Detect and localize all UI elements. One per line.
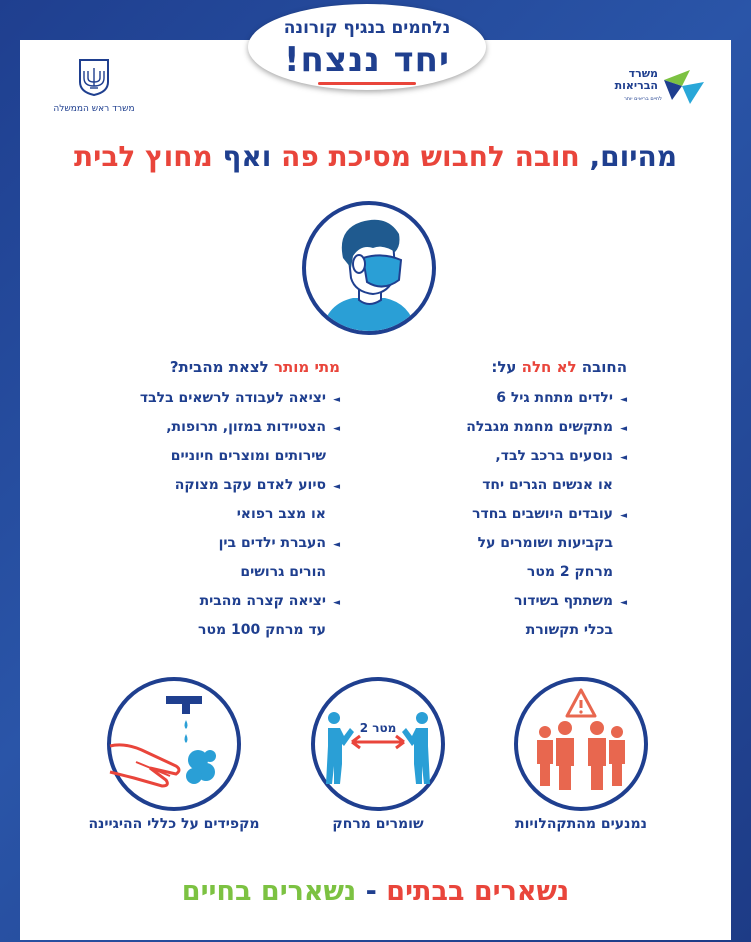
list-item-text: הצטיידות במזון, תרופות,	[166, 419, 326, 435]
headline-part-2: חובה לחבוש מסיכת פה	[271, 140, 580, 173]
health-ministry-tagline: לחיים בריאים יותר	[623, 96, 662, 102]
permitted-exits-title	[100, 358, 340, 384]
exemption-item	[420, 587, 627, 616]
exemption-item	[420, 500, 627, 529]
permitted-exits-column	[100, 358, 340, 645]
list-item-text: או מצב רפואי	[236, 506, 326, 522]
bullet-arrow-icon: ◄	[620, 453, 627, 463]
bullet-arrow-icon: ◄	[333, 540, 340, 550]
badge-underline	[318, 82, 416, 85]
bullet-arrow-icon: ◄	[333, 395, 340, 405]
permitted-title-suffix: לצאת מהבית?	[169, 358, 274, 376]
list-item-text: עד מרחק 100 מטר	[198, 622, 326, 638]
campaign-badge	[248, 4, 486, 90]
hygiene-label: מקפידים על כללי ההיגיינה	[88, 816, 260, 832]
exemptions-title-suffix: על:	[491, 358, 522, 376]
list-item-text: יציאה קצרה מהבית	[199, 593, 326, 609]
exemptions-list	[420, 384, 627, 645]
pm-office-name: משרד ראש הממשלה	[53, 104, 135, 114]
bullet-arrow-icon: ◄	[620, 598, 627, 608]
list-item-text: הורים גרושים	[240, 564, 326, 580]
crowd-warning-icon	[513, 676, 649, 812]
crowd-label: נמנעים מהתקהלויות	[515, 816, 647, 832]
distance-label: שומרים מרחק	[332, 816, 424, 832]
health-star-icon	[660, 66, 706, 106]
exemptions-title	[420, 358, 627, 384]
permitted-exit-item	[100, 442, 340, 471]
bullet-arrow-icon: ◄	[620, 424, 627, 434]
list-item-text: יציאה לעבודה לרשאים בלבד	[139, 390, 326, 406]
badge-slogan: יחד ננצח!	[283, 40, 451, 80]
pm-office-logo	[44, 58, 144, 114]
distance-icon	[310, 676, 446, 812]
list-item-text: בכלי תקשורת	[525, 622, 613, 638]
list-item-text: משתתף בשידור	[514, 593, 613, 609]
footer-part-2: נשארים בחיים	[181, 876, 357, 907]
bullet-arrow-icon: ◄	[333, 424, 340, 434]
permitted-exit-item	[100, 413, 340, 442]
list-item-text: מתקשים מחמת מגבלה	[466, 419, 613, 435]
permitted-exit-item	[100, 558, 340, 587]
exemption-item	[420, 442, 627, 471]
footer-part-1: נשארים בבתים	[386, 876, 570, 907]
exemption-item	[420, 413, 627, 442]
exemption-item	[420, 384, 627, 413]
hand-washing-icon	[106, 676, 242, 812]
permitted-exit-item	[100, 500, 340, 529]
badge-tagline: נלחמים בנגיף קורונה	[283, 18, 451, 38]
health-ministry-logo	[612, 66, 712, 110]
exemption-item	[420, 616, 627, 645]
bullet-arrow-icon: ◄	[333, 598, 340, 608]
list-item-text: סיוע לאדם עקב מצוקה	[174, 477, 326, 493]
permitted-exit-item	[100, 471, 340, 500]
bullet-arrow-icon: ◄	[620, 511, 627, 521]
list-item-text: מרחק 2 מטר	[526, 564, 613, 580]
main-headline	[20, 140, 731, 173]
headline-part-3: ואף	[212, 140, 272, 173]
bullet-arrow-icon: ◄	[620, 395, 627, 405]
footer-dash: -	[356, 876, 387, 907]
list-item-text: או אנשים הגרים יחד	[482, 477, 613, 493]
list-item-text: שירותים ומוצרים חיוניים	[170, 448, 326, 464]
exemption-item	[420, 529, 627, 558]
permitted-exit-item	[100, 384, 340, 413]
exemptions-column	[420, 358, 627, 645]
face-mask-icon	[301, 200, 437, 336]
permitted-exit-item	[100, 529, 340, 558]
list-item-text: עובדים היושבים בחדר	[472, 506, 613, 522]
health-ministry-name: משרד הבריאות	[614, 67, 658, 92]
headline-part-4: מחוץ לבית	[73, 140, 213, 173]
permitted-title-highlight: מתי מותר	[273, 358, 340, 376]
distance-text: 2 מטר	[359, 721, 397, 735]
list-item-text: בקביעות ושומרים על	[477, 535, 613, 551]
permitted-exits-list	[100, 384, 340, 645]
menorah-emblem-icon	[77, 58, 111, 96]
exemptions-title-highlight: לא חלה	[521, 358, 577, 376]
list-item-text: נוסעים ברכב לבד,	[495, 448, 613, 464]
exemption-item	[420, 471, 627, 500]
permitted-exit-item	[100, 587, 340, 616]
exemptions-title-prefix: החובה	[576, 358, 627, 376]
bullet-arrow-icon: ◄	[333, 482, 340, 492]
headline-part-1: מהיום,	[579, 140, 678, 173]
list-item-text: ילדים מתחת גיל 6	[496, 390, 613, 406]
permitted-exit-item	[100, 616, 340, 645]
exemption-item	[420, 558, 627, 587]
list-item-text: העברת ילדים בין	[218, 535, 326, 551]
footer-slogan	[20, 876, 731, 907]
